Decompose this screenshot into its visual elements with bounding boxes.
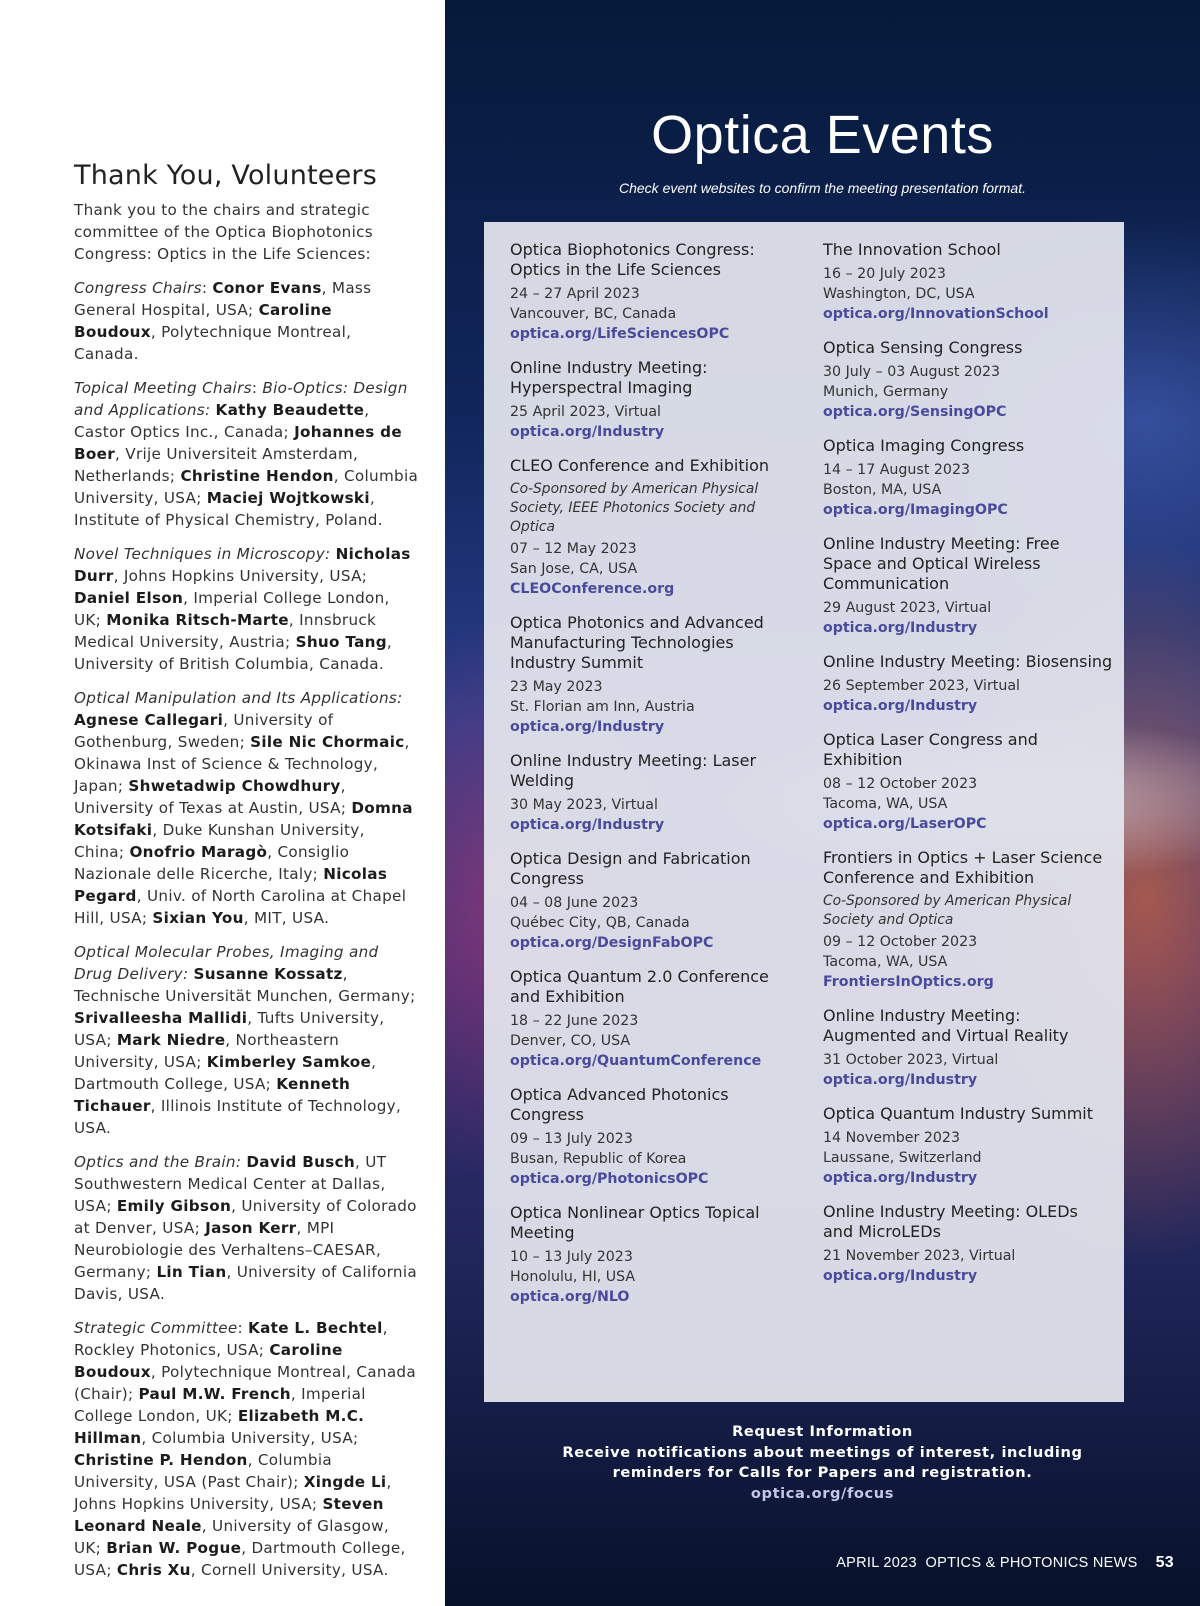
event-title: CLEO Conference and Exhibition: [510, 456, 769, 475]
paragraph-text: , UT Southwestern Medical Center at Dallas, USA;: [74, 1153, 387, 1215]
volunteer-name: Daniel Elson: [74, 589, 184, 607]
volunteer-name: Lin Tian: [156, 1263, 227, 1281]
event-dates: 29 August 2023, Virtual: [823, 600, 992, 616]
volunteer-name: Shwetadwip Chowdhury: [128, 777, 341, 795]
event-link[interactable]: optica.org/NLO: [510, 1289, 630, 1305]
paragraph-text: , University of Colorado at Denver, USA;: [74, 1197, 417, 1237]
event-dates: 16 – 20 July 2023: [823, 266, 946, 282]
paragraph-text: , MIT, USA.: [243, 909, 330, 927]
event-title: Optica Advanced Photonics Congress: [510, 1085, 729, 1124]
paragraph-text: , Imperial College London, UK;: [74, 1385, 366, 1425]
committee-label: Optical Molecular Probes, Imaging and Drug Delivery:: [74, 943, 379, 983]
volunteers-paragraph: [74, 277, 419, 365]
event-dates: 10 – 13 July 2023: [510, 1249, 633, 1265]
event-item: [823, 240, 1113, 324]
volunteer-name: Xingde Li: [303, 1473, 387, 1491]
event-location: Québec City, QB, Canada: [510, 915, 690, 931]
committee-label: Strategic Committee: [74, 1319, 238, 1337]
event-item: [823, 730, 1113, 834]
event-item: [510, 358, 800, 442]
events-list-left: [510, 240, 800, 1321]
event-item: [823, 1104, 1113, 1188]
paragraph-text: , University of British Columbia, Canada.: [74, 633, 393, 673]
volunteer-name: Christine P. Hendon: [74, 1451, 248, 1469]
event-link[interactable]: optica.org/PhotonicsOPC: [510, 1171, 709, 1187]
paragraph-text: , Columbia University, USA;: [141, 1429, 359, 1447]
volunteer-name: Steven Leonard Neale: [74, 1495, 384, 1535]
event-title: Optica Nonlinear Optics Topical Meeting: [510, 1203, 760, 1242]
event-location: Vancouver, BC, Canada: [510, 306, 677, 322]
committee-label: Congress Chairs: [74, 279, 202, 297]
request-info: [445, 1422, 1200, 1504]
committee-label: Novel Techniques in Microscopy:: [74, 545, 336, 563]
request-line-1: Receive notifications about meetings of interest, including: [562, 1443, 1083, 1461]
paragraph-text: :: [251, 379, 263, 397]
event-link[interactable]: optica.org/Industry: [510, 719, 665, 735]
volunteer-name: Nicolas Pegard: [74, 865, 388, 905]
event-item: [510, 1085, 800, 1189]
paragraph-text: , Okinawa Inst of Science & Technology, Japan;: [74, 733, 410, 795]
event-link[interactable]: optica.org/Industry: [823, 1072, 978, 1088]
volunteer-name: Mark Niedre: [116, 1031, 226, 1049]
paragraph-text: , Consiglio Nazionale delle Ricerche, Italy;: [74, 843, 350, 883]
event-dates: 09 – 12 October 2023: [823, 934, 978, 950]
paragraph-text: , Vrije Universiteit Amsterdam, Netherlands;: [74, 445, 359, 485]
paragraph-text: Thank you to the chairs and strategic committee of the Optica Biophotonics Congress: Optics in the Life Sciences:: [74, 201, 373, 263]
event-title: Frontiers in Optics + Laser Science Conference and Exhibition: [823, 848, 1103, 887]
event-link[interactable]: optica.org/Industry: [510, 817, 665, 833]
event-link[interactable]: optica.org/LifeSciencesOPC: [510, 326, 730, 342]
event-title: Optica Design and Fabrication Congress: [510, 849, 751, 888]
volunteer-name: Agnese Callegari: [74, 711, 224, 729]
volunteer-name: Nicholas Durr: [74, 545, 411, 585]
event-item: [510, 456, 800, 599]
paragraph-text: , Northeastern University, USA;: [74, 1031, 340, 1071]
volunteer-name: Johannes de Boer: [74, 423, 402, 463]
event-link[interactable]: optica.org/QuantumConference: [510, 1053, 762, 1069]
paragraph-text: , Polytechnique Montreal, Canada.: [74, 323, 352, 363]
event-title: Optica Quantum Industry Summit: [823, 1104, 1094, 1123]
paragraph-text: :: [201, 279, 213, 297]
event-location: Denver, CO, USA: [510, 1033, 631, 1049]
volunteer-name: Caroline Boudoux: [74, 1341, 343, 1381]
volunteer-name: Kathy Beaudette: [215, 401, 365, 419]
volunteers-paragraph: [74, 199, 419, 265]
event-dates: 14 November 2023: [823, 1130, 960, 1146]
volunteer-name: Christine Hendon: [180, 467, 334, 485]
event-dates: 30 May 2023, Virtual: [510, 797, 658, 813]
volunteer-name: Shuo Tang: [295, 633, 387, 651]
paragraph-text: , Johns Hopkins University, USA;: [113, 567, 368, 585]
event-title: Online Industry Meeting: Biosensing: [823, 652, 1113, 671]
committee-label: Optical Manipulation and Its Applications:: [74, 689, 403, 707]
volunteer-name: Chris Xu: [116, 1561, 191, 1579]
paragraph-text: , University of Glasgow, UK;: [74, 1517, 389, 1557]
volunteer-name: Elizabeth M.C. Hillman: [74, 1407, 365, 1447]
event-item: [823, 436, 1113, 520]
event-link[interactable]: optica.org/DesignFabOPC: [510, 935, 714, 951]
paragraph-text: , Columbia University, USA;: [74, 467, 419, 507]
volunteer-name: Susanne Kossatz: [193, 965, 343, 983]
paragraph-text: , Johns Hopkins University, USA;: [74, 1473, 392, 1513]
event-dates: 31 October 2023, Virtual: [823, 1052, 999, 1068]
request-line-2: reminders for Calls for Papers and registration.: [612, 1464, 1033, 1481]
event-link[interactable]: optica.org/LaserOPC: [823, 816, 987, 832]
event-link[interactable]: optica.org/Industry: [823, 1170, 978, 1186]
paragraph-text: , Illinois Institute of Technology, USA.: [74, 1097, 402, 1137]
event-link[interactable]: FrontiersInOptics.org: [823, 974, 994, 990]
event-location: St. Florian am Inn, Austria: [510, 699, 695, 715]
volunteer-name: Monika Ritsch-Marte: [106, 611, 289, 629]
volunteer-name: Emily Gibson: [116, 1197, 232, 1215]
event-title: The Innovation School: [823, 240, 1001, 259]
volunteer-name: Srivalleesha Mallidi: [74, 1009, 248, 1027]
event-item: [823, 1202, 1113, 1286]
paragraph-text: , Mass General Hospital, USA;: [74, 279, 372, 319]
event-dates: 23 May 2023: [510, 679, 603, 695]
event-link[interactable]: optica.org/InnovationSchool: [823, 306, 1049, 322]
event-title: Optica Biophotonics Congress: Optics in the Life Sciences: [510, 240, 755, 279]
paragraph-text: , Columbia University, USA (Past Chair);: [74, 1451, 332, 1491]
volunteers-paragraph: [74, 687, 419, 929]
volunteer-name: Brian W. Pogue: [106, 1539, 242, 1557]
committee-label: Bio-Optics: Design and Applications:: [74, 379, 408, 419]
paragraph-text: , Institute of Physical Chemistry, Poland.: [74, 489, 383, 529]
event-item: [510, 751, 800, 835]
event-item: [823, 338, 1113, 422]
volunteer-name: Conor Evans: [212, 279, 322, 297]
event-dates: 09 – 13 July 2023: [510, 1131, 633, 1147]
paragraph-text: , Tufts University, USA;: [74, 1009, 385, 1049]
volunteers-paragraph: [74, 377, 419, 531]
volunteer-name: David Busch: [246, 1153, 356, 1171]
events-column: [445, 0, 1200, 1606]
volunteer-name: Sile Nic Chormaic: [250, 733, 405, 751]
events-title: Optica Events: [651, 105, 994, 165]
event-item: [510, 1203, 800, 1307]
volunteers-content: [74, 160, 419, 1593]
paragraph-text: :: [237, 1319, 249, 1337]
event-title: Online Industry Meeting: Augmented and Virtual Reality: [823, 1006, 1069, 1045]
event-dates: 30 July – 03 August 2023: [823, 364, 1001, 380]
events-panel: [484, 222, 1124, 1402]
event-dates: 26 September 2023, Virtual: [823, 678, 1020, 694]
paragraph-text: , Univ. of North Carolina at Chapel Hill, USA;: [74, 887, 407, 927]
event-link[interactable]: optica.org/Industry: [823, 698, 978, 714]
volunteer-name: Jason Kerr: [205, 1219, 297, 1237]
event-title: Optica Imaging Congress: [823, 436, 1025, 455]
volunteers-paragraph: [74, 1151, 419, 1305]
issue-label: APRIL 2023 OPTICS & PHOTONICS NEWS: [836, 1555, 1138, 1571]
paragraph-text: , Polytechnique Montreal, Canada (Chair);: [74, 1363, 416, 1403]
event-dates: 21 November 2023, Virtual: [823, 1248, 1016, 1264]
event-item: [510, 240, 800, 344]
event-dates: 08 – 12 October 2023: [823, 776, 978, 792]
event-link[interactable]: optica.org/Industry: [510, 424, 665, 440]
volunteers-title: Thank You, Volunteers: [74, 160, 377, 191]
event-sponsor-note: Co-Sponsored by American Physical Society, IEEE Photonics Society and Optica: [510, 481, 759, 535]
volunteer-name: Caroline Boudoux: [74, 301, 332, 341]
event-title: Online Industry Meeting: Laser Welding: [510, 751, 757, 790]
event-item: [823, 848, 1113, 992]
volunteers-paragraphs: [74, 199, 419, 1581]
paragraph-text: , Cornell University, USA.: [190, 1561, 389, 1579]
event-title: Online Industry Meeting: Free Space and Optical Wireless Communication: [823, 534, 1060, 593]
paragraph-text: , Dartmouth College, USA;: [74, 1539, 406, 1579]
event-link[interactable]: optica.org/SensingOPC: [823, 404, 1007, 420]
committee-label: Topical Meeting Chairs: [74, 379, 252, 397]
event-location: Boston, MA, USA: [823, 482, 942, 498]
events-subtitle: Check event websites to confirm the meeting presentation format.: [619, 180, 1026, 196]
event-title: Online Industry Meeting: OLEDs and MicroLEDs: [823, 1202, 1078, 1241]
event-title: Optica Sensing Congress: [823, 338, 1023, 357]
event-link[interactable]: optica.org/ImagingOPC: [823, 502, 1008, 518]
volunteer-name: Kenneth Tichauer: [74, 1075, 351, 1115]
paragraph-text: , Rockley Photonics, USA;: [74, 1319, 388, 1359]
paragraph-text: , University of Texas at Austin, USA;: [74, 777, 352, 817]
events-list-right: [823, 240, 1113, 1300]
event-link[interactable]: optica.org/Industry: [823, 1268, 978, 1284]
event-title: Optica Laser Congress and Exhibition: [823, 730, 1038, 769]
event-location: Munich, Germany: [823, 384, 949, 400]
event-dates: 25 April 2023, Virtual: [510, 404, 661, 420]
paragraph-text: , Dartmouth College, USA;: [74, 1053, 377, 1093]
volunteer-name: Domna Kotsifaki: [74, 799, 413, 839]
event-location: Busan, Republic of Korea: [510, 1151, 687, 1167]
event-item: [823, 1006, 1113, 1090]
page-number: 53: [1155, 1554, 1174, 1571]
volunteers-paragraph: [74, 543, 419, 675]
event-sponsor-note: Co-Sponsored by American Physical Society and Optica: [823, 893, 1072, 928]
volunteer-name: Sixian You: [152, 909, 244, 927]
volunteers-paragraph: [74, 941, 419, 1139]
volunteer-name: Paul M.W. French: [138, 1385, 291, 1403]
event-location: Tacoma, WA, USA: [823, 796, 948, 812]
request-link[interactable]: optica.org/focus: [750, 1484, 895, 1502]
paragraph-text: , University of Gothenburg, Sweden;: [74, 711, 334, 751]
event-item: [823, 534, 1113, 638]
volunteers-paragraph: [74, 1317, 419, 1581]
paragraph-text: , Imperial College London, UK;: [74, 589, 390, 629]
page-footer: [836, 1554, 1174, 1572]
event-dates: 24 – 27 April 2023: [510, 286, 640, 302]
event-location: San Jose, CA, USA: [510, 561, 638, 577]
event-title: Online Industry Meeting: Hyperspectral Imaging: [510, 358, 708, 397]
event-location: Tacoma, WA, USA: [823, 954, 948, 970]
event-location: Washington, DC, USA: [823, 286, 975, 302]
volunteer-name: Onofrio Maragò: [129, 843, 268, 861]
committee-label: Optics and the Brain:: [74, 1153, 247, 1171]
event-item: [510, 613, 800, 737]
event-location: Laussane, Switzerland: [823, 1150, 982, 1166]
volunteer-name: Kate L. Bechtel: [248, 1319, 383, 1337]
volunteer-name: Kimberley Samkoe: [206, 1053, 372, 1071]
paragraph-text: , MPI Neurobiologie des Verhaltens–CAESAR, Germany;: [74, 1219, 382, 1281]
event-dates: 07 – 12 May 2023: [510, 541, 637, 557]
paragraph-text: , Duke Kunshan University, China;: [74, 821, 365, 861]
paragraph-text: , University of California Davis, USA.: [74, 1263, 417, 1303]
event-dates: 14 – 17 August 2023: [823, 462, 970, 478]
event-location: Honolulu, HI, USA: [510, 1269, 636, 1285]
volunteer-name: Maciej Wojtkowski: [206, 489, 370, 507]
event-dates: 18 – 22 June 2023: [510, 1013, 639, 1029]
event-item: [510, 967, 800, 1071]
event-link[interactable]: CLEOConference.org: [510, 581, 675, 597]
event-item: [823, 652, 1113, 716]
event-title: Optica Quantum 2.0 Conference and Exhibition: [510, 967, 769, 1006]
paragraph-text: , Technische Universität Munchen, Germany;: [74, 965, 416, 1005]
paragraph-text: , Castor Optics Inc., Canada;: [74, 401, 370, 441]
event-dates: 04 – 08 June 2023: [510, 895, 639, 911]
event-title: Optica Photonics and Advanced Manufacturing Technologies Industry Summit: [510, 613, 764, 672]
request-heading: Request Information: [732, 1423, 913, 1440]
paragraph-text: , Innsbruck Medical University, Austria;: [74, 611, 377, 651]
event-item: [510, 849, 800, 953]
volunteers-column: [0, 0, 445, 1606]
event-link[interactable]: optica.org/Industry: [823, 620, 978, 636]
